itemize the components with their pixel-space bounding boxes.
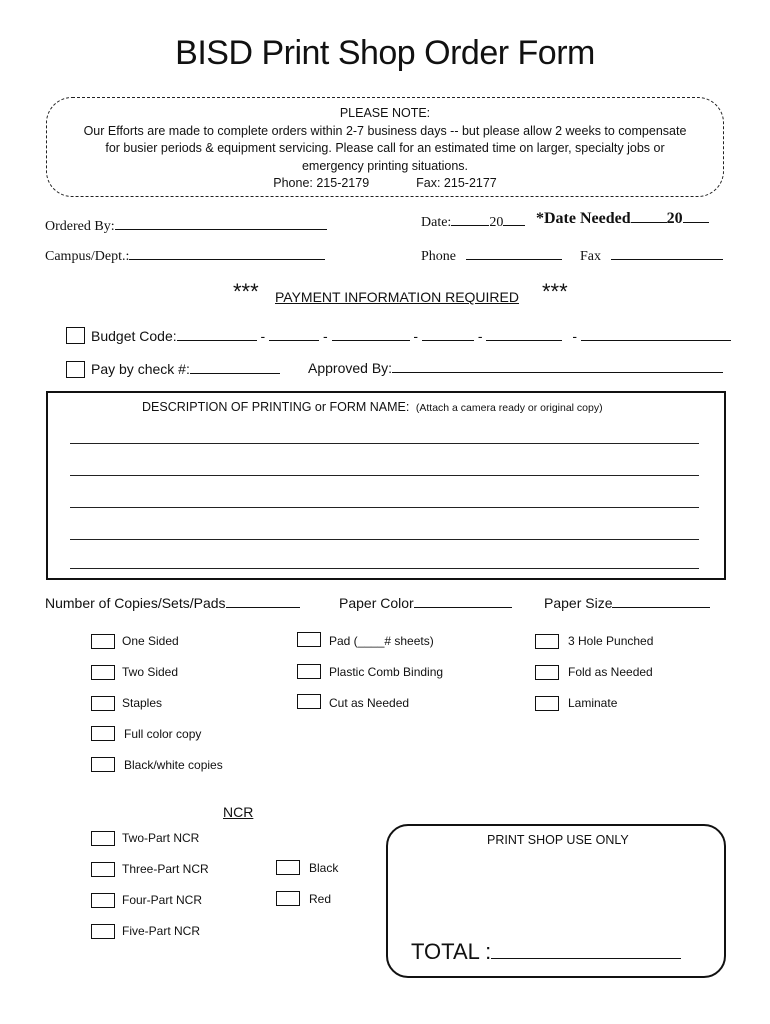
one-sided-checkbox[interactable] <box>91 634 115 649</box>
note-text <box>46 105 724 193</box>
pay-by-check-checkbox[interactable] <box>66 361 85 378</box>
paper-size-field[interactable] <box>544 595 710 611</box>
ordered-by-field[interactable] <box>45 217 327 235</box>
description-label: DESCRIPTION OF PRINTING or FORM NAME: <box>142 400 410 414</box>
pad-checkbox[interactable] <box>297 632 321 647</box>
laminate-checkbox[interactable] <box>535 696 559 711</box>
description-line[interactable] <box>70 443 699 444</box>
plastic-comb-label: Plastic Comb Binding <box>329 665 444 679</box>
cut-checkbox[interactable] <box>297 694 321 709</box>
two-sided-checkbox[interactable] <box>91 665 115 680</box>
budget-code-field[interactable]: Budget Code: - - - - - <box>91 328 731 344</box>
one-sided-label: One Sided <box>122 634 179 648</box>
print-shop-heading: PRINT SHOP USE ONLY <box>487 833 629 847</box>
paper-size-label: Paper Size <box>544 595 613 611</box>
copies-field[interactable] <box>45 595 300 611</box>
payment-heading: PAYMENT INFORMATION REQUIRED <box>275 289 519 305</box>
five-part-ncr-label: Five-Part NCR <box>122 924 201 938</box>
description-hint: (Attach a camera ready or original copy) <box>415 402 603 414</box>
plastic-comb-checkbox[interactable] <box>297 664 321 679</box>
full-color-label: Full color copy <box>124 727 202 741</box>
five-part-ncr-checkbox[interactable] <box>91 924 115 939</box>
three-part-ncr-label: Three-Part NCR <box>122 862 209 876</box>
hole-punched-checkbox[interactable] <box>535 634 559 649</box>
paper-color-label: Paper Color <box>339 595 414 611</box>
campus-field[interactable] <box>45 247 325 265</box>
copies-label: Number of Copies/Sets/Pads <box>45 595 226 611</box>
note-line-1: Our Efforts are made to complete orders within 2-7 business days -- but please allow 2 weeks to compensate <box>83 123 687 138</box>
pay-by-check-label: Pay by check #: <box>91 361 190 377</box>
description-box[interactable] <box>46 391 726 580</box>
note-fax: Fax: 215-2177 <box>416 176 497 190</box>
budget-code-label: Budget Code: <box>91 328 177 344</box>
note-heading: PLEASE NOTE: <box>339 106 431 120</box>
description-line[interactable] <box>70 568 699 569</box>
page-title: BISD Print Shop Order Form <box>175 34 595 72</box>
ncr-black-checkbox[interactable] <box>276 860 300 875</box>
phone-field[interactable] <box>421 247 562 265</box>
laminate-label: Laminate <box>568 696 618 710</box>
staples-label: Staples <box>122 696 163 710</box>
phone-label: Phone <box>421 249 456 264</box>
pay-by-check-field[interactable] <box>91 361 280 377</box>
full-color-checkbox[interactable] <box>91 726 115 741</box>
approved-by-field[interactable] <box>308 360 723 376</box>
black-white-checkbox[interactable] <box>91 757 115 772</box>
pad-label: Pad (____# sheets) <box>329 634 434 648</box>
note-phone: Phone: 215-2179 <box>273 176 370 190</box>
two-part-ncr-label: Two-Part NCR <box>122 831 200 845</box>
note-line-2: for busier periods & equipment servicing. Please call for an estimated time on larger, specialty jobs or <box>105 141 665 155</box>
ncr-red-label: Red <box>309 892 332 906</box>
fold-checkbox[interactable] <box>535 665 559 680</box>
ncr-red-checkbox[interactable] <box>276 891 300 906</box>
description-line[interactable] <box>70 539 699 540</box>
date-needed-field[interactable]: *Date Needed 20 <box>536 210 709 228</box>
three-part-ncr-checkbox[interactable] <box>91 862 115 877</box>
ordered-by-label: Ordered By: <box>45 219 115 234</box>
stars-left: *** <box>233 279 259 304</box>
fold-label: Fold as Needed <box>568 665 653 679</box>
approved-by-label: Approved By: <box>308 360 393 376</box>
four-part-ncr-checkbox[interactable] <box>91 893 115 908</box>
hole-punched-label: 3 Hole Punched <box>568 634 654 648</box>
description-line[interactable] <box>70 475 699 476</box>
stars-right: *** <box>542 279 568 304</box>
staples-checkbox[interactable] <box>91 696 115 711</box>
date-field[interactable]: Date: 20 <box>421 213 525 231</box>
budget-code-checkbox[interactable] <box>66 327 85 344</box>
ncr-black-label: Black <box>309 861 339 875</box>
two-part-ncr-checkbox[interactable] <box>91 831 115 846</box>
total-label: TOTAL : <box>411 939 492 964</box>
description-line[interactable] <box>70 507 699 508</box>
four-part-ncr-label: Four-Part NCR <box>122 893 203 907</box>
fax-field[interactable] <box>580 247 723 265</box>
fax-label: Fax <box>580 249 601 264</box>
total-field[interactable] <box>411 938 681 965</box>
date-label: Date: <box>421 215 452 230</box>
two-sided-label: Two Sided <box>122 665 179 679</box>
cut-label: Cut as Needed <box>329 696 410 710</box>
ncr-heading: NCR <box>223 804 254 820</box>
black-white-label: Black/white copies <box>124 758 223 772</box>
description-label-row <box>142 400 603 414</box>
paper-color-field[interactable] <box>339 595 512 611</box>
campus-label: Campus/Dept.: <box>45 249 130 264</box>
date-needed-label: *Date Needed <box>536 210 631 227</box>
note-line-3: emergency printing situations. <box>301 158 469 173</box>
